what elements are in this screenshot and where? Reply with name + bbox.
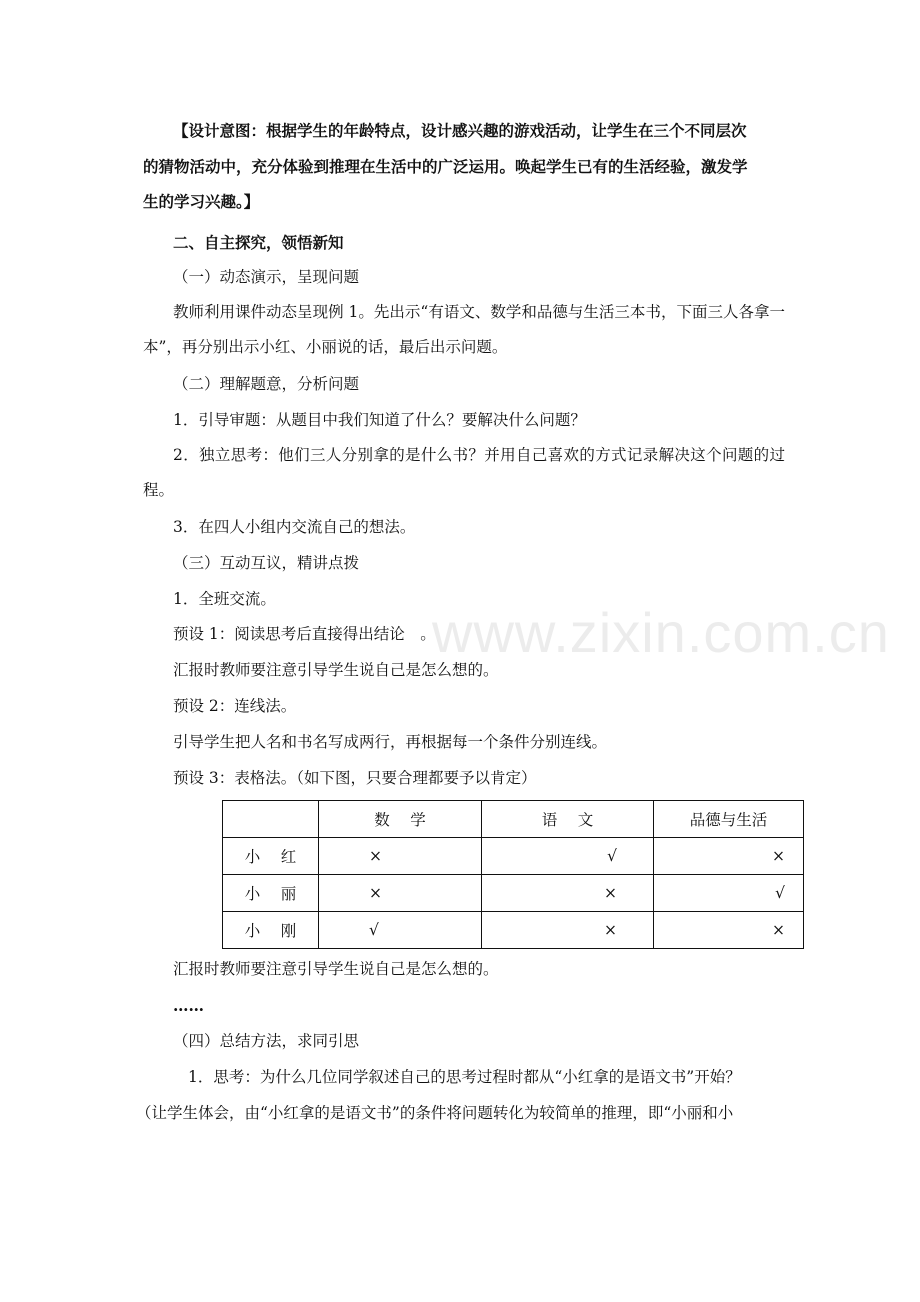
subsection-title-1: （一）动态演示，呈现问题 (173, 268, 360, 286)
table-cell-mark: × (482, 875, 654, 912)
design-intent-line-1: 【设计意图：根据学生的年龄特点，设计感兴趣的游戏活动，让学生在三个不同层次 (173, 121, 747, 140)
table-cell-mark: √ (654, 875, 804, 912)
table-cell-mark: × (482, 912, 654, 949)
preset-2: 预设 2：连线法。 (173, 697, 297, 715)
think-continuation: （让学生体会，由“小红拿的是语文书”的条件将问题转化为较简单的推理，即“小丽和小 (136, 1104, 734, 1122)
section-title: 二、自主探究，领悟新知 (173, 233, 344, 252)
subsection-title-4: （四）总结方法，求同引思 (173, 1032, 360, 1050)
list-item-2: 2．独立思考：他们三人分别拿的是什么书？并用自己喜欢的方式记录解决这个问题的过程。 (143, 446, 785, 499)
report-note-1: 汇报时教师要注意引导学生说自己是怎么想的。 (173, 661, 499, 679)
table-row (223, 912, 804, 949)
list-item-1: 1．引导审题：从题目中我们知道了什么？要解决什么问题？ (173, 411, 586, 429)
subsection-1-text: 教师利用课件动态呈现例 1。先出示“有语文、数学和品德与生活三本书，下面三人各拿一本”，再分别出示小红、小丽说的话，最后出示问题。 (143, 303, 785, 356)
table-cell-mark: √ (319, 912, 482, 949)
watermark: www.zixin.com.cn (432, 601, 890, 664)
think-question: 1．思考：为什么几位同学叙述自己的思考过程时都从“小红拿的是语文书”开始？ (188, 1068, 741, 1086)
preset-1: 预设 1：阅读思考后直接得出结论 。 (173, 625, 436, 643)
table-cell-name: 小 刚 (223, 912, 319, 949)
table-cell-mark: × (319, 875, 482, 912)
subsection-title-3: （三）互动互议，精讲点拨 (173, 554, 360, 572)
table-header-cell: 数 学 (319, 801, 482, 838)
subsection-title-2: （二）理解题意，分析问题 (173, 375, 360, 393)
table-row (223, 838, 804, 875)
table-header-cell (223, 801, 319, 838)
table-header-cell: 品德与生活 (654, 801, 804, 838)
table-cell-mark: × (654, 912, 804, 949)
table-header-row (223, 801, 804, 838)
list-item-3: 3．在四人小组内交流自己的想法。 (173, 518, 416, 536)
list-item-exchange: 1．全班交流。 (173, 590, 276, 608)
book-assignment-table (222, 800, 804, 949)
design-intent-line-2: 的猜物活动中，充分体验到推理在生活中的广泛运用。唤起学生已有的生活经验，激发学 (143, 157, 748, 176)
table-row (223, 875, 804, 912)
table-cell-mark: × (654, 838, 804, 875)
table-header-cell: 语 文 (482, 801, 654, 838)
preset-3: 预设 3：表格法。（如下图，只要合理都要予以肯定） (173, 769, 537, 787)
design-intent-line-3: 生的学习兴趣。】 (143, 192, 260, 211)
report-note-2: 汇报时教师要注意引导学生说自己是怎么想的。 (173, 960, 499, 978)
table-cell-name: 小 丽 (223, 875, 319, 912)
table-cell-mark: × (319, 838, 482, 875)
table-cell-mark: √ (482, 838, 654, 875)
guide-note: 引导学生把人名和书名写成两行，再根据每一个条件分别连线。 (173, 733, 608, 751)
table-cell-name: 小 红 (223, 838, 319, 875)
ellipsis: …… (173, 996, 204, 1015)
